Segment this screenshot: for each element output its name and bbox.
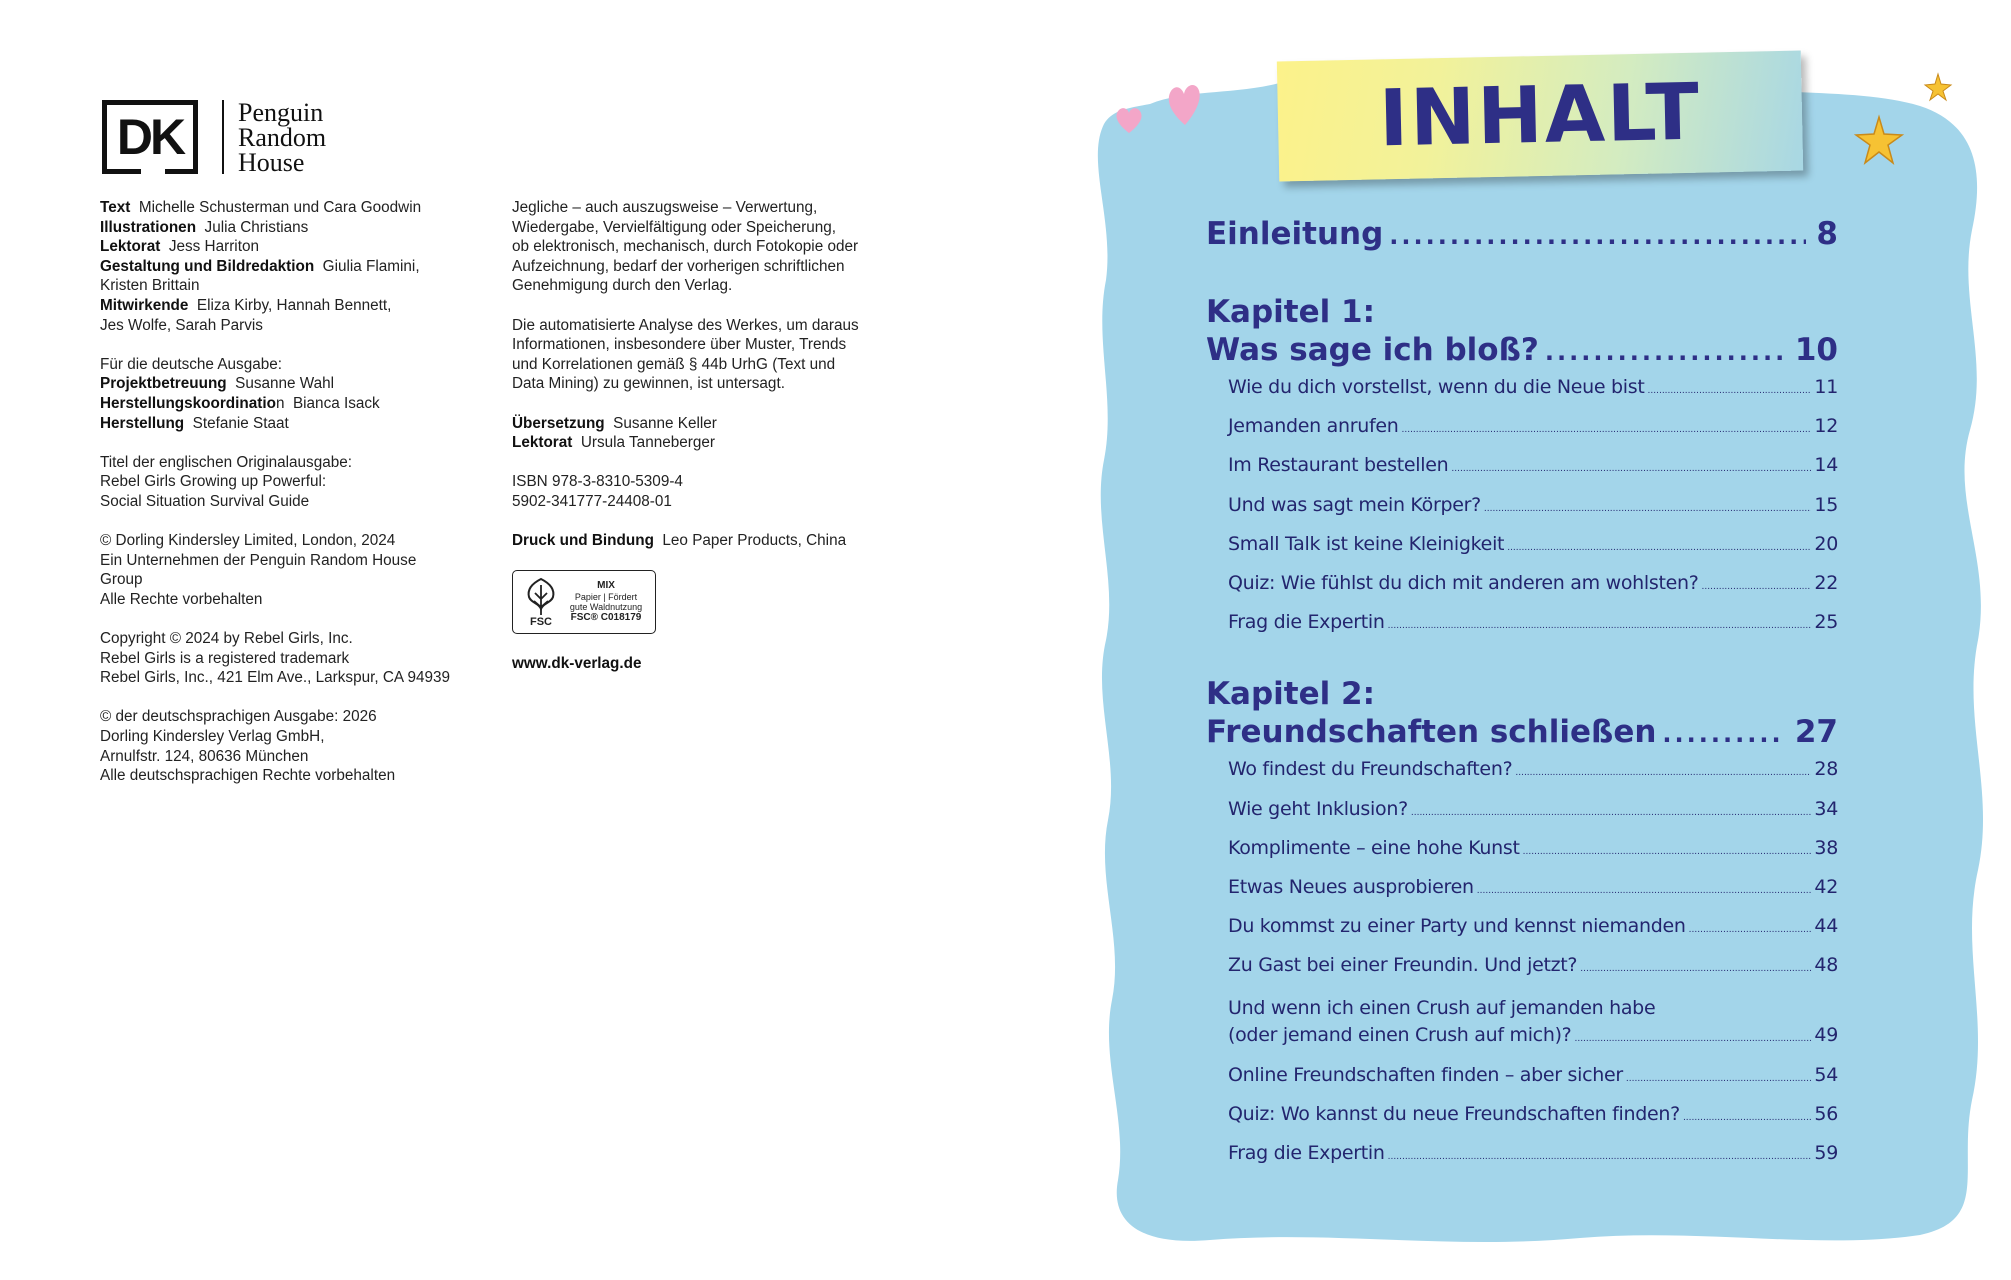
text-line: Informationen, insbesondere über Muster, Trends	[512, 336, 847, 354]
toc-entry-page: 42	[1814, 875, 1838, 898]
credit-value: Jes Wolfe, Sarah Parvis	[100, 316, 263, 334]
publisher-website: www.dk-verlag.de	[512, 654, 642, 672]
toc-entry-page: 44	[1814, 915, 1838, 938]
star-icon	[1853, 114, 1905, 166]
dot-leader	[1648, 386, 1812, 396]
toc-entry-page: 20	[1814, 532, 1838, 555]
text-line: Ein Unternehmen der Penguin Random House	[100, 551, 417, 569]
credit-label: Herstellung	[100, 414, 185, 432]
german-edition-heading: Für die deutsche Ausgabe:	[100, 355, 282, 373]
text-line: Dorling Kindersley Verlag GmbH,	[100, 728, 325, 746]
toc-entry[interactable]	[1206, 415, 1838, 454]
toc-entry[interactable]	[1206, 876, 1838, 915]
toc-entry[interactable]	[1206, 611, 1838, 650]
credit-value: Michelle Schusterman und Cara Goodwin	[138, 199, 422, 216]
toc-intro-row[interactable]	[1206, 216, 1838, 262]
credit-label-tail: n	[275, 394, 285, 412]
credit-value: Kristen Brittain	[100, 277, 200, 295]
toc-entry-page: 56	[1814, 1102, 1838, 1125]
toc-entry-label: Online Freundschaften finden – aber sicher	[1228, 1063, 1623, 1086]
dot-leader	[1515, 768, 1811, 778]
dot-leader	[1451, 464, 1811, 474]
toc-entry-page: 34	[1814, 797, 1838, 820]
chapter-title: Freundschaften schließen	[1206, 714, 1657, 751]
toc-entry-label: (oder jemand einen Crush auf mich)?	[1228, 1024, 1572, 1047]
toc-entry-label: Small Talk ist keine Kleinigkeit	[1228, 532, 1505, 555]
toc-entry-page: 38	[1814, 836, 1838, 859]
credit-label: Lektorat	[512, 434, 573, 452]
fsc-line: gute Waldnutzung	[569, 602, 643, 613]
text-line: Alle Rechte vorbehalten	[100, 590, 263, 608]
toc-entry-page: 11	[1814, 376, 1838, 398]
credit-label: Lektorat	[100, 238, 161, 256]
toc-entry-label-first-line[interactable]: Und wenn ich einen Crush auf jemanden habe	[1228, 997, 1656, 1020]
credit-value: Ursula Tanneberger	[580, 434, 715, 452]
barcode-number: 5902-341777-24408-01	[512, 492, 672, 510]
toc-entry[interactable]	[1206, 798, 1838, 837]
toc-entry-page: 59	[1814, 1142, 1838, 1164]
credit-value: Bianca Isack	[292, 394, 380, 412]
chapter-title-row[interactable]	[1206, 332, 1838, 376]
publisher-line: Random	[238, 122, 327, 152]
fsc-mix: MIX	[597, 580, 615, 592]
toc-intro-page: 8	[1816, 216, 1838, 252]
toc-entry-label: Quiz: Wo kannst du neue Freundschaften finden?	[1228, 1102, 1680, 1125]
toc-intro-label: Einleitung	[1206, 216, 1384, 252]
table-of-contents	[1206, 216, 1838, 1181]
chapter-page: 10	[1794, 332, 1838, 368]
toc-entry-label: Quiz: Wie fühlst du dich mit anderen am wohlsten?	[1228, 571, 1699, 594]
chapter-title: Was sage ich bloß?	[1206, 332, 1539, 368]
toc-entry-label: Komplimente – eine hohe Kunst	[1228, 836, 1520, 859]
toc-entry-label: Frag die Expertin	[1228, 1142, 1385, 1164]
credit-value: Susanne Wahl	[235, 375, 335, 393]
credit-value: Jess Harriton	[168, 238, 259, 256]
text-line: Arnulfstr. 124, 80636 München	[100, 747, 309, 765]
toc-entry-label: Im Restaurant bestellen	[1228, 454, 1449, 477]
toc-entry-label: Zu Gast bei einer Freundin. Und jetzt?	[1228, 954, 1578, 977]
heart-icon	[1112, 103, 1146, 137]
heart-icon	[1163, 79, 1205, 129]
toc-entry-page: 14	[1814, 454, 1838, 477]
toc-entry-label: Jemanden anrufen	[1228, 415, 1399, 438]
toc-entry[interactable]	[1206, 758, 1838, 797]
text-line: und Korrelationen gemäß § 44b UrhG (Text und	[512, 355, 836, 373]
text-line: Wiedergabe, Vervielfältigung oder Speicherung,	[512, 218, 836, 236]
text-line: Titel der englischen Originalausgabe:	[100, 453, 352, 471]
dot-leader	[1388, 1152, 1812, 1162]
toc-entry[interactable]	[1206, 1064, 1838, 1103]
credit-label: Illustrationen	[100, 218, 197, 236]
toc-entry[interactable]	[1206, 533, 1838, 572]
credit-label: Druck und Bindung	[512, 532, 654, 550]
toc-entry-label: Und was sagt mein Körper?	[1228, 493, 1481, 516]
title-banner	[1277, 51, 1803, 182]
dk-logo-mark: DK	[102, 100, 198, 174]
credit-label: Projektbetreuung	[100, 375, 227, 393]
toc-entry-label: Du kommst zu einer Party und kennst niemanden	[1228, 915, 1686, 938]
credit-value: Eliza Kirby, Hannah Bennett,	[196, 296, 392, 314]
dot-leader	[1523, 847, 1812, 857]
toc-entry-label: Etwas Neues ausprobieren	[1228, 875, 1474, 898]
isbn-line: ISBN 978-3-8310-5309-4	[512, 473, 683, 491]
dot-leader	[1507, 543, 1811, 553]
dot-leader	[1545, 338, 1785, 366]
toc-entry[interactable]	[1206, 1024, 1838, 1063]
text-line: Genehmigung durch den Verlag.	[512, 277, 733, 295]
credit-label: Übersetzung	[512, 414, 605, 432]
dot-leader	[1662, 720, 1784, 748]
text-line: Data Mining) zu gewinnen, ist untersagt.	[512, 375, 785, 393]
text-line: Rebel Girls is a registered trademark	[100, 649, 350, 667]
credit-label: Text	[100, 199, 131, 216]
credit-value: Julia Christians	[204, 218, 309, 236]
toc-entry-page: 22	[1814, 571, 1838, 594]
text-line: ob elektronisch, mechanisch, durch Fotokopie oder	[512, 238, 859, 256]
dot-leader	[1484, 504, 1812, 514]
text-line: © Dorling Kindersley Limited, London, 2024	[100, 532, 396, 550]
chapter-heading: Kapitel 2:	[1206, 676, 1375, 713]
dot-leader	[1626, 1074, 1812, 1084]
dot-leader	[1580, 964, 1811, 974]
credit-value: Susanne Keller	[613, 414, 717, 432]
text-line: Aufzeichnung, bedarf der vorherigen schriftlichen	[512, 257, 845, 275]
toc-entry-label: Frag die Expertin	[1228, 611, 1385, 634]
toc-entry-page: 28	[1814, 758, 1838, 781]
fsc-brand: FSC	[530, 616, 552, 629]
text-line: Rebel Girls, Inc., 421 Elm Ave., Larkspur, CA 94939	[100, 669, 451, 687]
credit-value: Giulia Flamini,	[322, 257, 420, 275]
publisher-line: Penguin	[238, 97, 324, 127]
star-icon	[1923, 72, 1953, 102]
text-line: Copyright © 2024 by Rebel Girls, Inc.	[100, 630, 353, 648]
credit-label: Herstellungskoordinatio	[100, 394, 276, 412]
toc-entry-page: 49	[1814, 1024, 1838, 1047]
page-title: INHALT	[1378, 67, 1702, 165]
toc-entry[interactable]	[1206, 1103, 1838, 1142]
toc-entry-page: 12	[1814, 415, 1838, 438]
credit-value: Leo Paper Products, China	[662, 532, 847, 550]
dot-leader	[1388, 621, 1812, 631]
toc-entry-page: 15	[1814, 493, 1838, 516]
credit-label: Gestaltung und Bildredaktion	[100, 257, 315, 275]
fsc-line: Papier | Fördert	[574, 591, 638, 602]
credit-label: Mitwirkende	[100, 296, 189, 314]
toc-entry-page: 25	[1814, 611, 1838, 634]
text-line: Jegliche – auch auszugsweise – Verwertung,	[512, 199, 818, 216]
text-line: Alle deutschsprachigen Rechte vorbehalten	[100, 767, 396, 785]
chapter-title-row[interactable]	[1206, 714, 1838, 758]
text-line: Die automatisierte Analyse des Werkes, um daraus	[512, 316, 859, 334]
dot-leader	[1683, 1113, 1811, 1123]
fsc-code: FSC® C018179	[570, 611, 642, 623]
toc-entry[interactable]	[1206, 494, 1838, 533]
toc-entry[interactable]	[1206, 376, 1838, 415]
toc-entry[interactable]	[1206, 915, 1838, 954]
chapter-page: 27	[1794, 714, 1838, 751]
toc-entry-page: 48	[1814, 954, 1838, 977]
toc-entry[interactable]	[1206, 954, 1838, 993]
dot-leader	[1702, 582, 1812, 592]
toc-entry-label: Wo findest du Freundschaften?	[1228, 758, 1513, 781]
dot-leader	[1574, 1034, 1811, 1044]
toc-entry-label: Wie du dich vorstellst, wenn du die Neue bist	[1228, 376, 1645, 398]
toc-entry-label: Wie geht Inklusion?	[1228, 797, 1408, 820]
toc-entry-page: 54	[1814, 1063, 1838, 1086]
credit-value: Stefanie Staat	[192, 414, 289, 432]
publisher-line: House	[238, 147, 305, 177]
text-line: © der deutschsprachigen Ausgabe: 2026	[100, 708, 377, 726]
dot-leader	[1389, 222, 1806, 250]
dot-leader	[1411, 808, 1812, 818]
toc-entry[interactable]	[1206, 837, 1838, 876]
toc-entry[interactable]	[1206, 454, 1838, 493]
dot-leader	[1401, 425, 1811, 435]
toc-entry[interactable]	[1206, 572, 1838, 611]
dot-leader	[1689, 925, 1812, 935]
text-line: Rebel Girls Growing up Powerful:	[100, 473, 327, 491]
text-line: Group	[100, 571, 143, 589]
text-line: Social Situation Survival Guide	[100, 492, 310, 510]
chapter-heading: Kapitel 1:	[1206, 294, 1375, 330]
toc-entry[interactable]	[1206, 1142, 1838, 1181]
dot-leader	[1477, 886, 1812, 896]
